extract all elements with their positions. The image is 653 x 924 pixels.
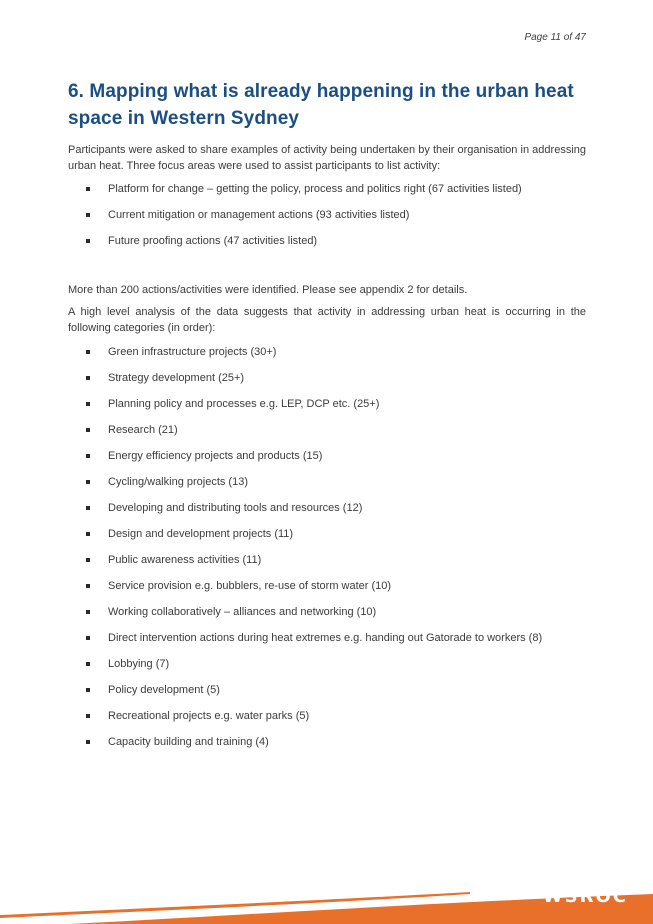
list-item <box>68 578 586 594</box>
list-item-text: Planning policy and processes e.g. LEP, DCP etc. (25+) <box>108 398 380 410</box>
bullet-icon <box>86 428 90 432</box>
bullet-icon <box>86 662 90 666</box>
bullet-icon <box>86 636 90 640</box>
list-item-text: Future proofing actions (47 activities listed) <box>108 235 318 247</box>
wsroc-logo: WSROC <box>542 886 628 907</box>
list-item <box>68 552 586 568</box>
list-item-text: Design and development projects (11) <box>108 528 294 540</box>
list-item-text: Capacity building and training (4) <box>108 736 269 748</box>
list-item-text: Developing and distributing tools and resources (12) <box>108 502 363 514</box>
list-item <box>68 448 586 464</box>
list-item-text: Direct intervention actions during heat extremes e.g. handing out Gatorade to workers (8) <box>108 632 543 644</box>
list-item-text: Cycling/walking projects (13) <box>108 476 248 488</box>
list-item <box>68 396 586 412</box>
list-item <box>68 344 586 360</box>
summary-paragraph: More than 200 actions/activities were identified. Please see appendix 2 for details. <box>68 284 468 296</box>
bullet-icon <box>86 584 90 588</box>
bullet-icon <box>86 213 90 217</box>
list-item <box>68 526 586 542</box>
list-item <box>68 233 586 249</box>
list-item-text: Research (21) <box>108 424 178 436</box>
list-item-text: Service provision e.g. bubblers, re-use of storm water (10) <box>108 580 392 592</box>
bullet-icon <box>86 688 90 692</box>
bullet-icon <box>86 350 90 354</box>
focus-area-list <box>68 181 586 259</box>
list-item-text: Recreational projects e.g. water parks (5) <box>108 710 310 722</box>
intro-paragraph: Participants were asked to share examples of activity being undertaken by their organisation in addressing urban heat. Three focus areas were used to assist participants to list activity: <box>68 144 586 172</box>
list-item <box>68 370 586 386</box>
list-item <box>68 630 586 646</box>
bullet-icon <box>86 610 90 614</box>
list-item <box>68 708 586 724</box>
list-item-text: Lobbying (7) <box>108 658 170 670</box>
bullet-icon <box>86 454 90 458</box>
list-item <box>68 500 586 516</box>
analysis-paragraph: A high level analysis of the data suggests that activity in addressing urban heat is occurring in the following categories (in order): <box>68 306 586 334</box>
bullet-icon <box>86 714 90 718</box>
bullet-icon <box>86 239 90 243</box>
bullet-icon <box>86 558 90 562</box>
section-title: 6. Mapping what is already happening in the urban heat space in Western Sydney <box>68 81 574 129</box>
list-item-text: Strategy development (25+) <box>108 372 245 384</box>
list-item <box>68 604 586 620</box>
list-item-text: Policy development (5) <box>108 684 220 696</box>
list-item <box>68 422 586 438</box>
list-item <box>68 682 586 698</box>
list-item <box>68 734 586 750</box>
category-list <box>68 344 586 760</box>
list-item-text: Public awareness activities (11) <box>108 554 262 566</box>
list-item <box>68 181 586 197</box>
list-item-text: Green infrastructure projects (30+) <box>108 346 277 358</box>
list-item-text: Platform for change – getting the policy, process and politics right (67 activities listed) <box>108 183 522 195</box>
bullet-icon <box>86 480 90 484</box>
list-item <box>68 656 586 672</box>
bullet-icon <box>86 506 90 510</box>
bullet-icon <box>86 376 90 380</box>
list-item <box>68 207 586 223</box>
list-item-text: Current mitigation or management actions (93 activities listed) <box>108 209 410 221</box>
list-item-text: Working collaboratively – alliances and networking (10) <box>108 606 377 618</box>
page-number: Page 11 of 47 <box>524 32 586 43</box>
bullet-icon <box>86 402 90 406</box>
bullet-icon <box>86 532 90 536</box>
list-item-text: Energy efficiency projects and products (15) <box>108 450 323 462</box>
bullet-icon <box>86 740 90 744</box>
bullet-icon <box>86 187 90 191</box>
list-item <box>68 474 586 490</box>
